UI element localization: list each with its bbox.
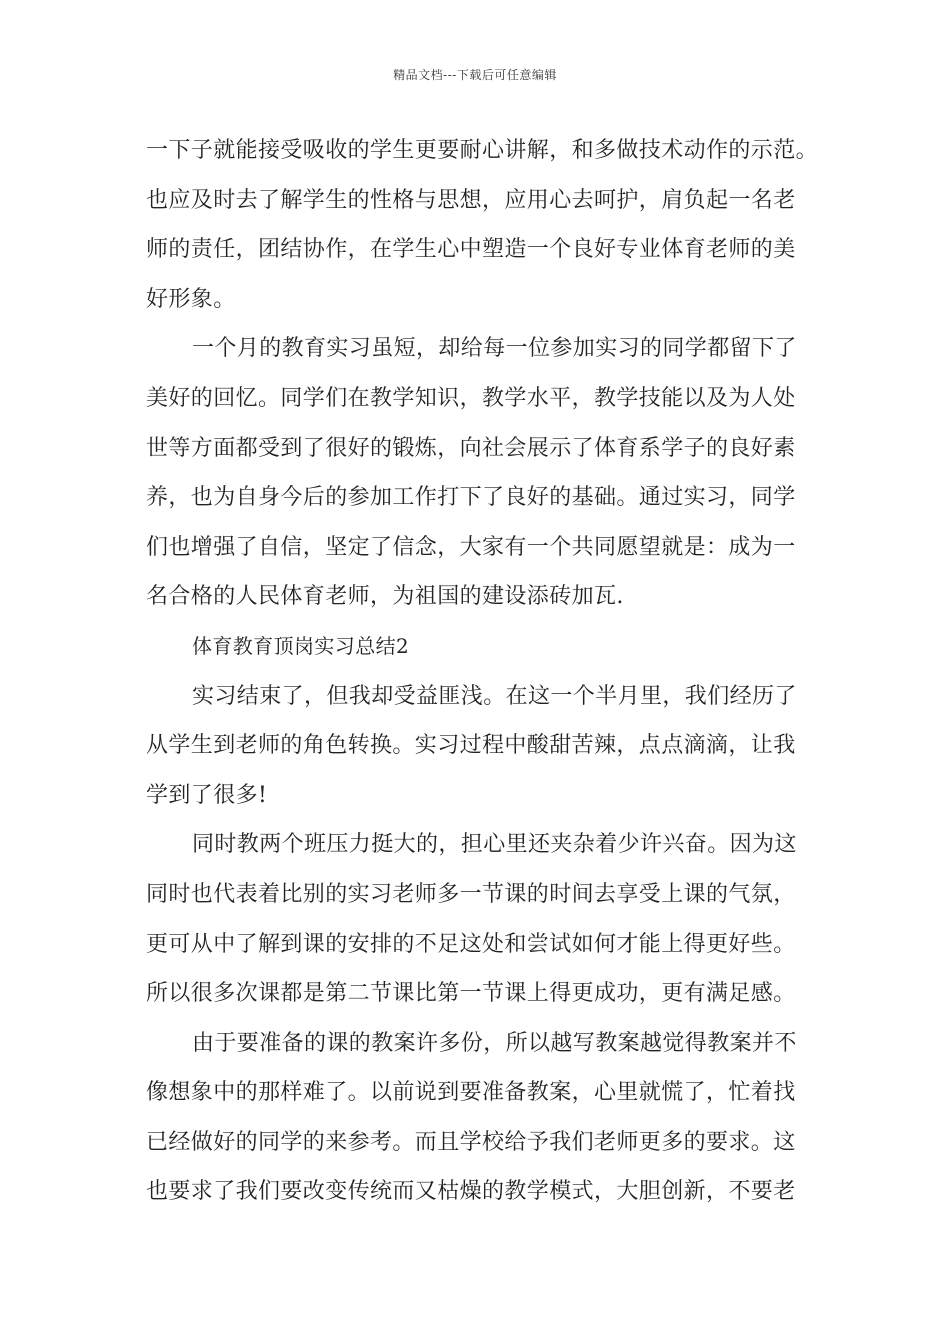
text-line: 们也增强了自信，坚定了信念，大家有一个共同愿望就是：成为一: [146, 534, 796, 560]
text-line: 也要求了我们要改变传统而又枯燥的教学模式，大胆创新，不要老: [146, 1179, 796, 1205]
text-line: 更可从中了解到课的安排的不足这处和尝试如何才能上得更好些。: [146, 931, 796, 957]
text-line: 所以很多次课都是第二节课比第一节课上得更成功，更有满足感。: [146, 981, 796, 1007]
paragraph-start-line: 由于要准备的课的教案许多份，所以越写教案越觉得教案并不: [192, 1030, 797, 1056]
text-line: 也应及时去了解学生的性格与思想，应用心去呵护，肩负起一名老: [146, 187, 796, 213]
document-body: [146, 126, 819, 1217]
page-header: 精品文档---下载后可任意编辑: [393, 68, 557, 82]
text-line: 名合格的人民体育老师，为祖国的建设添砖加瓦.: [146, 584, 624, 610]
paragraph-start-line: 同时教两个班压力挺大的，担心里还夹杂着少许兴奋。因为这: [192, 832, 797, 858]
text-line: 好形象。: [146, 286, 236, 312]
section-heading: 体育教育顶岗实习总结2: [192, 633, 410, 658]
paragraph-start-line: 一个月的教育实习虽短，却给每一位参加实习的同学都留下了: [192, 336, 797, 362]
text-line: 学到了很多!: [146, 782, 268, 808]
text-line: 已经做好的同学的来参考。而且学校给予我们老师更多的要求。这: [146, 1129, 796, 1155]
text-line: 师的责任，团结协作，在学生心中塑造一个良好专业体育老师的美: [146, 237, 796, 263]
text-line: 美好的回忆。同学们在教学知识，教学水平，教学技能以及为人处: [146, 385, 796, 411]
text-line: 一下子就能接受吸收的学生更要耐心讲解，和多做技术动作的示范。: [146, 138, 819, 163]
text-line: 养，也为自身今后的参加工作打下了良好的基础。通过实习，同学: [146, 485, 796, 511]
text-line: 世等方面都受到了很好的锻炼，向社会展示了体育系学子的良好素: [146, 435, 796, 461]
text-line: 从学生到老师的角色转换。实习过程中酸甜苦辣，点点滴滴，让我: [146, 733, 796, 759]
text-line: 像想象中的那样难了。以前说到要准备教案，心里就慌了，忙着找: [146, 1080, 796, 1106]
paragraph-start-line: 实习结束了，但我却受益匪浅。在这一个半月里，我们经历了: [192, 683, 797, 709]
text-line: 同时也代表着比别的实习老师多一节课的时间去享受上课的气氛，: [146, 881, 796, 907]
